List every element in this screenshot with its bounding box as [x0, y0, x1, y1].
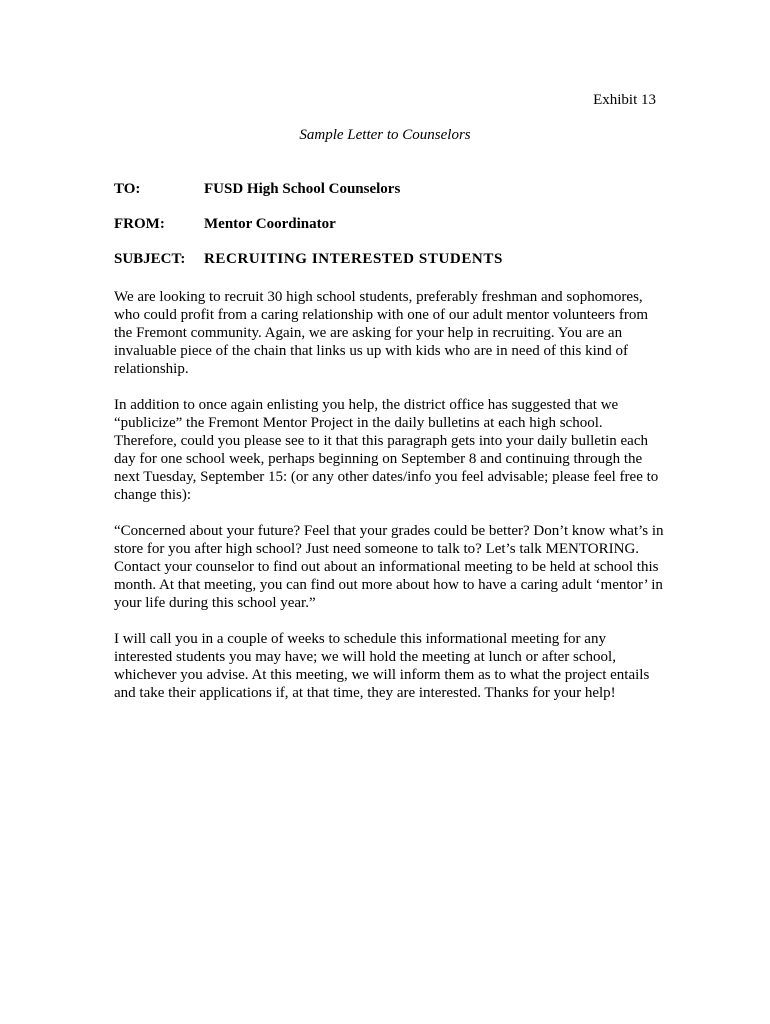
body-paragraph-2: In addition to once again enlisting you help, the district office has suggested that we “publicize” the Fremont Mentor Project in the daily bulletins at each high school. Therefore, could you please see to it that this paragraph gets into your daily bulletin each day for one school week, perhaps beginning on September 8 and continuing through the next Tuesday, September 15: (or any other dates/info you feel advisable; please feel free to change this): — [114, 397, 659, 503]
subject-label: SUBJECT: — [114, 251, 186, 267]
to-label: TO: — [114, 181, 141, 197]
letter-body — [114, 288, 666, 720]
from-label: FROM: — [114, 216, 165, 232]
body-paragraph-quote: “Concerned about your future? Feel that your grades could be better? Don’t know what’s in store for you after high school? Just need someone to talk to? Let’s talk MENTORING. Contact your counselor to find out about an informational meeting to be held at school this month. At that meeting, you can find out more about how to have a caring adult ‘mentor’ in your life during this school year.” — [114, 523, 664, 611]
subject-value: RECRUITING INTERESTED STUDENTS — [204, 251, 503, 267]
body-paragraph-4: I will call you in a couple of weeks to schedule this informational meeting for any interested students you may have; we will hold the meeting at lunch or after school, whichever you advise. At this meeting, we will inform them as to what the project entails and take their applications if, at that time, they are interested. Thanks for your help! — [114, 631, 650, 701]
from-value: Mentor Coordinator — [204, 216, 336, 232]
letter-title: Sample Letter to Counselors — [299, 127, 471, 143]
exhibit-label: Exhibit 13 — [593, 92, 656, 108]
to-value: FUSD High School Counselors — [204, 181, 401, 197]
body-paragraph-1: We are looking to recruit 30 high school students, preferably freshman and sophomores, who could profit from a caring relationship with one of our adult mentor volunteers from the Fremont community. Again, we are asking for your help in recruiting. You are an invaluable piece of the chain that links us up with kids who are in need of this kind of relationship. — [114, 289, 649, 377]
